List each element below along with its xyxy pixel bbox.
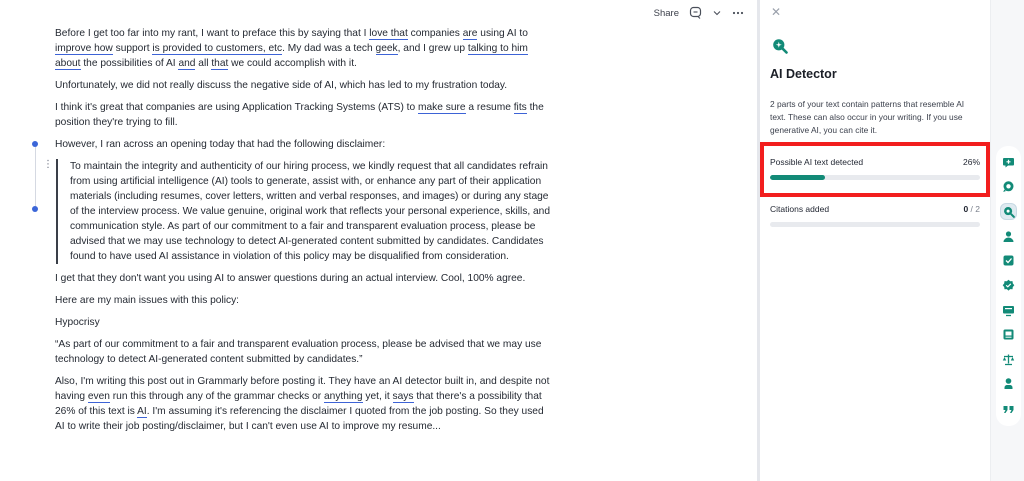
chat-icon[interactable] [1000, 178, 1017, 195]
ai-detector-icon [772, 38, 788, 59]
ai-detector-icon[interactable] [1000, 203, 1017, 220]
suggestion-underline[interactable]: and [178, 58, 196, 69]
suggestion-underline[interactable]: love that [369, 28, 408, 39]
ai-text-label: Possible AI text detected [770, 157, 864, 167]
suggestion-underline[interactable]: make sure [418, 102, 466, 113]
paragraph: Hypocrisy [55, 317, 100, 328]
red-highlight-box [760, 142, 990, 197]
assistant-rail-tools [996, 146, 1021, 426]
citations-label: Citations added [770, 204, 830, 214]
paragraph: Here are my main issues with this policy: [55, 295, 240, 306]
suggestion-underline[interactable]: even [87, 391, 110, 402]
paragraph: I think it's great that companies are using Application Tracking Systems (ATS) to make sure a resume fits the position they're trying to fill. [55, 102, 544, 128]
suggestion-underline[interactable]: AI [137, 406, 147, 417]
quote-icon[interactable] [1000, 400, 1017, 417]
paragraph-marker-line [35, 147, 36, 206]
suggestion-underline[interactable]: that [211, 58, 229, 69]
paragraph: Before I get too far into my rant, I want to preface this by saying that I love that companies are using AI to improve how support is provided to customers, etc. My dad was a tech geek, and I grew up talking to him about the possibilities of AI and all that we could accomplish with it. [55, 28, 528, 69]
block-quote: To maintain the integrity and authenticity of our hiring process, we kindly request that all candidates refrain from using artificial intelligence (AI) tools to generate, assist with, or enhance any part of their application materials (including resumes, cover letters, written and verbal responses, and images) or during any stage of the interview process. We value genuine, original work that reflects your personal experience, skills, and communication style. As part of our commitment to a fair and transparent evaluation process, please be advised that we may use technology to detect AI-generated content submitted by candidates. Candidates found to have used AI assistance in violation of this policy may be disqualified from consideration. [56, 159, 550, 264]
assistant-rail [990, 0, 1024, 481]
share-button[interactable]: Share [653, 7, 679, 19]
more-horizontal-icon[interactable] [731, 6, 745, 20]
document-check-icon[interactable] [1000, 326, 1017, 343]
badge-check-icon[interactable] [1000, 277, 1017, 294]
ai-text-percentage: 26% [962, 157, 980, 167]
suggestion-underline[interactable]: anything [324, 391, 363, 402]
user-icon[interactable] [1000, 228, 1017, 245]
comment-icon[interactable] [689, 6, 703, 20]
paragraph-marker-dot [32, 206, 38, 212]
ai-detector-panel [760, 0, 990, 481]
plagiarism-icon[interactable] [1000, 252, 1017, 269]
suggestion-underline[interactable]: says [392, 391, 414, 402]
person-icon[interactable] [1000, 375, 1017, 392]
paragraph: Also, I'm writing this post out in Grammarly before posting it. They have an AI detector built in, and despite not having even run this through any of the grammar checks or anything yet, it says that there's a possibility that 26% of this text is AI. I'm assuming it's referencing the disclaimer I quoted from the job posting. So they used AI to write their job posting/disclaimer, but I can't even use AI to improve my resume... [55, 376, 550, 432]
suggestion-underline[interactable]: fits [513, 102, 527, 113]
panel-description: 2 parts of your text contain patterns that resemble AI text. These can also occur in your writing. If you use generative AI, you can cite it. [770, 99, 965, 135]
panel-title: AI Detector [770, 67, 837, 81]
editor-toolbar [654, 6, 745, 20]
close-icon[interactable]: ✕ [771, 5, 782, 19]
suggestion-underline[interactable]: talking to him about [55, 43, 528, 69]
paragraph: “As part of our commitment to a fair and transparent evaluation process, please be advised that we may use technology to detect AI-generated content submitted by candidates.” [55, 339, 542, 365]
paragraph: However, I ran across an opening today that had the following disclaimer: [55, 139, 386, 150]
block-drag-handle-icon[interactable]: ⋮ [43, 159, 53, 170]
document-body[interactable] [55, 26, 550, 441]
paragraph: Unfortunately, we did not really discuss the negative side of AI, which has led to my frustration today. [55, 80, 508, 91]
citations-count: 0 / 2 [963, 204, 980, 214]
citations-card[interactable] [762, 196, 988, 232]
suggestion-underline[interactable]: geek [375, 43, 398, 54]
suggestion-underline[interactable]: is provided to customers, etc [152, 43, 283, 54]
suggestion-underline[interactable]: are [462, 28, 478, 39]
citations-progress-bar [770, 222, 980, 227]
add-comment-icon[interactable] [1000, 154, 1017, 171]
screen-icon[interactable] [1000, 302, 1017, 319]
paragraph: I get that they don't want you using AI to answer questions during an actual interview. Cool, 100% agree. [55, 273, 526, 284]
scale-icon[interactable] [1000, 351, 1017, 368]
chevron-down-icon[interactable] [713, 6, 721, 20]
suggestion-underline[interactable]: improve how [55, 43, 113, 54]
